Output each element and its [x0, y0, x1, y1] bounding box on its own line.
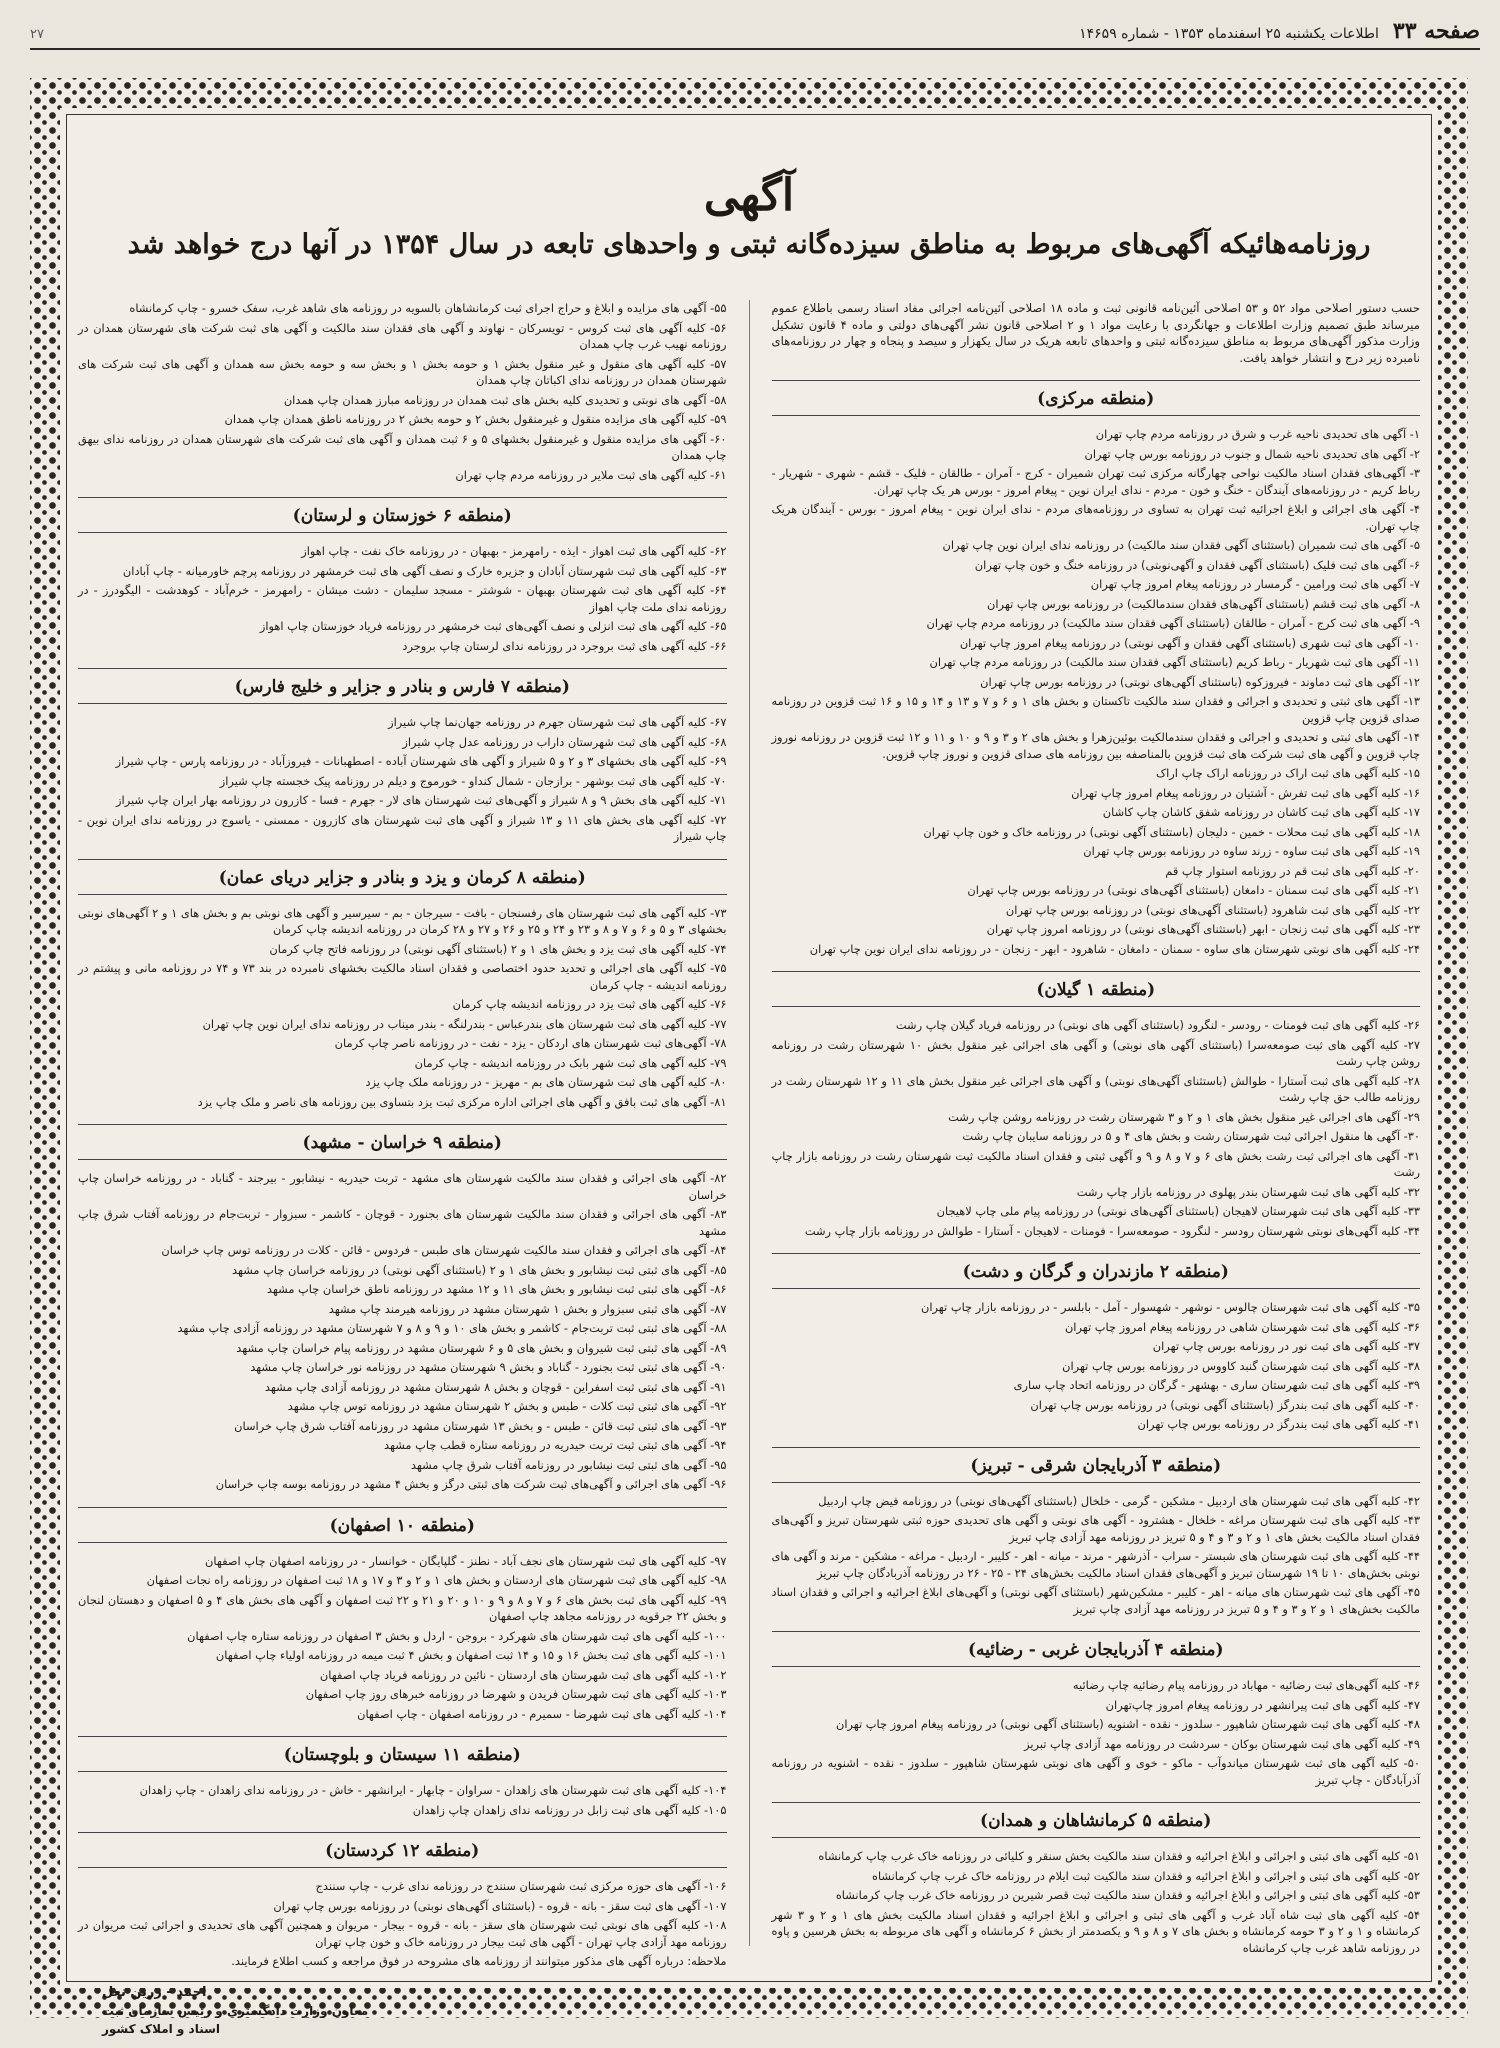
list-item: ۳۰- آگهی ها منقول اجرائی ثبت شهرستان رشت و بخش های ۴ و ۵ در روزنامه سایبان چاپ رشت	[962, 1129, 1420, 1143]
list-item: ۴۵- آگهی های ثبت شهرستان های میانه - اهر - کلیبر - مشکین‌شهر (باستثنای آگهی نوبتی) و آگهی‌های ابلاغ اجرائیه و اجرائی و فقدان اسناد مالکیت بخش‌های ۱ و ۲ و ۳ و ۴ و ۵ تبریز در روزنامه مهد آزادی چاپ تبریز	[771, 1585, 1420, 1616]
list-item: ۷۳- کلیه آگهی های ثبت شهرستان های رفسنجان - بافت - سیرجان - بم - سیرسیر و آگهی های نوبتی بم و بخش های ۱ و ۲ آگهی‌های نوبتی بخشهای ۳ و ۵ و ۶ و ۷ و ۸ و ۲۳ و ۲۴ و ۲۵ و ۲۶ و ۲۷ و ۲۸ کرمان در روزنامه اندیشه چاپ کرمان	[78, 905, 727, 936]
list-item: ۴۳- کلیه آگهی های ثبت شهرستان مراغه - خلخال - هشترود - آگهی های نوبتی و آگهی های تحدیدی حوزه ثبتی شهرستان تبریز و آگهی‌های فقدان اسناد مالکیت بخش های ۱ و ۲ و ۳ و ۴ و ۵ تبریز در روزنامه مهد آزادی چاپ تبریز	[771, 1513, 1420, 1544]
list-item: ۸۳- آگهی های اجرائی و فقدان سند مالکیت شهرستان های بجنورد - قوچان - کاشمر - سبزوار - تربت‌جام در روزنامه آفتاب شرق چاپ مشهد	[78, 1207, 727, 1238]
list-item: ۳۲- کلیه آگهی های ثبت شهرستان بندر پهلوی در روزنامه بازار چاپ رشت	[1076, 1184, 1420, 1199]
list-item: ۱۲- آگهی های ثبت دماوند - فیروزکوه (باستثنای آگهی‌های نوبتی) در روزنامه بورس چاپ تهران	[980, 674, 1420, 689]
list-item: ۲۹- آگهی های اجرائی غیر منقول بخش های ۱ و ۲ و ۳ شهرستان رشت در روزنامه روشن چاپ رشت	[948, 1109, 1420, 1124]
page-number: صفحه ۳۳	[1392, 18, 1480, 44]
list-item: ۱۰۴- کلیه آگهی های ثبت شهرضا - سمیرم - در روزنامه اصفهان - چاپ اصفهان	[357, 1706, 727, 1721]
section-items	[772, 1017, 1421, 1239]
list-item: ۶۹- کلیه آگهی های بخشهای ۳ و ۲ و ۵ شیراز و آگهی های شهرستان آباده - اصطهبانات - فیروزآباد - در روزنامه پارس - چاپ شیراز	[115, 754, 727, 768]
list-item: ۷۷- کلیه آگهی های ثبت شهرستان های بندرعباس - بندرلنگه - بندر میناب در روزنامه ندای ایران نوین چاپ تهران	[202, 1016, 727, 1031]
list-item: ۵- آگهی های ثبت شمیران (باستثنای آگهی فقدان سند مالکیت) در روزنامه ندای ایران نوین چاپ تهران	[942, 538, 1420, 552]
list-item: ۸۲- آگهی های اجرائی و فقدان سند مالکیت شهرستان های مشهد - تربت حیدریه - نیشابور - بیرجند - گناباد - در روزنامه خراسان چاپ خراسان	[78, 1171, 727, 1202]
section-items	[78, 543, 727, 654]
section-items	[78, 1553, 727, 1723]
list-item: ۱۴- آگهی های ثبتی و تحدیدی و اجرائی و فقدان سندمالکیت بوئین‌زهرا و بخش های ۲ و ۳ و ۹ و ۱۰ و ۱۱ و ۱۲ ثبت قزوین در روزنامه نوروز چاپ قزوین و آگهی های ثبت شرکت های ثبت قزوین بالمناصفه بین روزنامه های صدای قزوین و نوروز چاپ قزوین.	[771, 730, 1420, 761]
list-item: ۳۳- کلیه آگهی های ثبت شهرستان لاهیجان (باستثنای آگهی‌های نوبتی) در روزنامه پیام ملی چاپ لاهیجان	[936, 1204, 1420, 1218]
list-item: ۲۶- کلیه آگهی های ثبت فومنات - رودسر - لنگرود (باستثنای آگهی های نوبتی) در روزنامه فریاد گیلان چاپ رشت	[895, 1018, 1420, 1032]
list-item: ۷۵- کلیه آگهی های اجرائی و تحدید حدود اختصاصی و فقدان اسناد مالکیت بخشهای نامبرده در بند ۷۳ و ۷۴ در روزنامه مانی و پیشتم در روزنامه اندیشه - چاپ کرمان	[78, 961, 727, 992]
list-item: ۷۰- کلیه آگهی های ثبت بوشهر - برازجان - شمال کنداو - خورموج و دیلم در روزنامه پیک خجسته چاپ شیراز	[219, 773, 727, 788]
list-item: ۹۱- آگهی های ثبتی ثبت اسفراین - قوچان و بخش ۸ شهرستان مشهد در روزنامه آزادی چاپ مشهد	[264, 1379, 727, 1394]
list-item: ۷۱- کلیه آگهی های بخش ۹ و ۸ شیراز و آگهی‌های ثبت شهرستان های لار - جهرم - فسا - کازرون در روزنامه بهار ایران چاپ شیراز	[116, 793, 727, 807]
list-item: ۴۸- کلیه آگهی های ثبت شهرستان شاهپور - سلدوز - نقده - اشنویه (باستثنای آگهی نوبتی) در روزنامه پیغام امروز چاپ تهران	[835, 1717, 1420, 1731]
list-item: ۳۷- کلیه آگهی های ثبت نور در روزنامه بورس چاپ تهران	[1152, 1339, 1420, 1353]
section-items	[78, 905, 727, 1111]
list-item: ۱۰۵- کلیه آگهی های ثبت زابل در روزنامه ندای زاهدان چاپ زاهدان	[412, 1802, 727, 1817]
section-title: (منطقه ۶ خوزستان و لرستان)	[78, 497, 727, 533]
section-title: (منطقه ۳ آذربایجان شرقی - تبریز)	[772, 1447, 1421, 1483]
list-item: ۵۸- آگهی های نوبتی و تحدیدی کلیه بخش های ثبت همدان در روزنامه مبارز همدان چاپ همدان	[283, 392, 727, 407]
list-item: ۹۶- آگهی های اجرائی و آگهی‌های ثبت شرکت های ثبتی درگز و بخش ۴ مشهد در روزنامه بوسه چاپ خراسان	[215, 1477, 727, 1491]
list-item: ۹۰- آگهی های ثبتی ثبت بجنورد - گناباد و بخش ۹ شهرستان مشهد در روزنامه نور خراسان چاپ مشهد	[250, 1360, 727, 1374]
list-item: ۷۶- کلیه آگهی های ثبت یزد در روزنامه اندیشه چاپ کرمان	[452, 997, 727, 1011]
list-item: ۲۱- کلیه آگهی های ثبت سمنان - دامغان (باستثنای آگهی‌های نوبتی) در روزنامه بورس چاپ تهران	[967, 883, 1420, 897]
list-item: ۱۰۸- کلیه آگهی های نوبتی ثبت شهرستان های سقز - بانه - قروه - بیجار - مریوان و همچنین آگهی های تحدیدی و اجرائی ثبت مریوان در روزنامه مهد آزادی چاپ تهران - آگهی های ثبت بیجار در روزنامه خاک و خون چاپ تهران	[78, 1918, 727, 1949]
section-items	[772, 1493, 1421, 1618]
section-title: (منطقه ۱۱ سیستان و بلوچستان)	[78, 1736, 727, 1772]
list-item: ۲۷- کلیه آگهی های ثبت صومعه‌سرا (باستثنای آگهی های نوبتی) و آگهی های اجرائی غیر منقول بخش ۱۰ شهرستان رشت در روزنامه روشن چاپ رشت	[771, 1037, 1420, 1068]
list-item: ۲۴- کلیه آگهی های نوبتی شهرستان های ساوه - سمنان - دامغان - شاهرود - ابهر - زنجان - در روزنامه ندای ایران نوین چاپ تهران	[809, 941, 1420, 956]
list-item: ۱۰۲- کلیه آگهی های ثبت شهرستان های اردستان - نائین در روزنامه فریاد چاپ اصفهان	[319, 1667, 727, 1682]
ornamental-border-frame	[30, 78, 1468, 2036]
section-items	[772, 1677, 1421, 1788]
list-item: ۹۸- کلیه آگهی های ثبت شهرستان های اردستان و بخش های ۱ و ۲ و ۳ و ۱۷ و ۱۸ ثبت اصفهان در روزنامه راه نجات اصفهان	[146, 1573, 727, 1587]
list-item: ۷۴- کلیه آگهی های ثبت یزد و بخش های ۱ و ۲ (باستثنای آگهی نوبتی) در روزنامه فاتح چاپ کرمان	[269, 941, 727, 956]
list-item: ۱۰۶- آگهی های حوزه مرکزی ثبت شهرستان سنندج در روزنامه ندای غرب - چاپ سنندج	[315, 1879, 727, 1893]
list-item: ۸۰- کلیه آگهی های ثبت شهرستان های بم - مهریز - در روزنامه ملک چاپ یزد	[365, 1075, 727, 1089]
section-title: (منطقه ۱۲ کردستان)	[78, 1832, 727, 1868]
list-item: ۱۱- آگهی های ثبت شهریار - رباط کریم (باستثنای آگهی فقدان سند مالکیت) در روزنامه مردم چاپ تهران	[929, 655, 1420, 669]
list-item: ۹۴- آگهی های ثبتی ثبت تربت حیدریه در روزنامه ستاره قطب چاپ مشهد	[384, 1438, 727, 1452]
list-item: ۵۹- کلیه آگهی های مزایده منقول و غیرمنقول بخش ۲ و حومه بخش ۲ در روزنامه ناطق همدان چاپ همدان	[224, 412, 727, 426]
list-item: ۹- آگهی های ثبت کرج - آمران - طالقان (باستثنای آگهی فقدان سند مالکیت) در روزنامه مردم چاپ تهران	[926, 616, 1420, 630]
list-item: ۶۵- کلیه آگهی های ثبت انزلی و نصف آگهی‌های ثبت خرمشهر در روزنامه فریاد خوزستان چاپ اهواز	[259, 619, 727, 633]
list-item: ۲۰- کلیه آگهی های ثبت قم در روزنامه استوار چاپ قم	[1165, 863, 1420, 878]
list-item: ۴۲- کلیه آگهی های ثبت شهرستان های اردبیل - مشکین - گرمی - خلخال (باستثنای آگهی‌های نوبتی) در روزنامه فیض چاپ اردبیل	[818, 1493, 1420, 1508]
list-item: ۲۲- کلیه آگهی های ثبت شاهرود (باستثنای آگهی‌های نوبتی) در روزنامه بورس چاپ تهران	[1005, 902, 1420, 917]
folio-number: ۲۷	[30, 27, 44, 42]
section-title: (منطقه ۲ مازندران و گرگان و دشت)	[772, 1253, 1421, 1289]
list-item: ۳۹- کلیه آگهی های ثبت شهرستان ساری - بهشهر - گرگان در روزنامه اتحاد چاپ ساری	[1013, 1378, 1420, 1392]
section-items	[78, 1878, 727, 1970]
list-item: ۸۱- آگهی های ثبت بافق و آگهی های اجرائی اداره مرکزی ثبت یزد بتساوی بین روزنامه های ناصر و ملک چاپ یزد	[197, 1094, 727, 1109]
notice-subtitle: روزنامه‌هائیکه آگهی‌های مربوط به مناطق سیزده‌گانه ثبتی و واحدهای تابعه در سال ۱۳۵۴ در آنها درج خواهد شد	[127, 229, 1371, 260]
list-item: ۱۰۰- کلیه آگهی های ثبت شهرستان های شهرکرد - بروجن - اردل و بخش ۳ اصفهان در روزنامه ستاره چاپ اصفهان	[187, 1628, 727, 1643]
notice-title: آگهی	[703, 170, 795, 221]
section-title: (منطقه ۷ فارس و بنادر و جزایر و خلیج فارس)	[78, 668, 727, 704]
section-title: (منطقه ۴ آذربایجان غربی - رضائیه)	[772, 1631, 1421, 1667]
list-item: ۶۰- آگهی های مزایده منقول و غیرمنقول بخشهای ۵ و ۶ ثبت همدان و آگهی های ثبت شرکت های شهرستان همدان در روزنامه ندای بیهق چاپ همدان	[78, 431, 727, 462]
list-item: ۵۰- کلیه آگهی های ثبت شهرستان میاندوآب - ماکو - خوی و آگهی های نوبتی شهرستان شاهپور - سلدوز - نقده - اشنویه در روزنامه آذرآبادگان - چاپ تبریز	[771, 1756, 1420, 1787]
list-item: ۱۹- کلیه آگهی های ثبت ساوه - زرند ساوه در روزنامه بورس چاپ تهران	[1083, 844, 1420, 858]
list-item: ۶۶- کلیه آگهی های ثبت بروجرد در روزنامه ندای لرستان چاپ بروجرد	[402, 638, 727, 653]
list-item: ۳۶- کلیه آگهی های ثبت شهرستان شاهی در روزنامه پیغام امروز چاپ تهران	[1064, 1319, 1420, 1334]
list-item: ۶۲- کلیه آگهی های ثبت اهواز - ایذه - رامهرمز - بهبهان - در روزنامه خاک نفت - چاپ اهواز	[301, 544, 727, 558]
intro-paragraph: حسب دستور اصلاحی مواد ۵۲ و ۵۳ اصلاحی آئین‌نامه قانونی ثبت و ماده ۱۸ اصلاحی آئین‌نامه اجرائی مفاد اسناد رسمی باطلاع عموم میرساند طبق تصمیم وزارت اطلاعات و جهانگردی با رعایت مواد ۱ و ۲ اصلاحی قانون نشر آگهی‌های دولتی و ماده ۴ قانون تشکیل وزارت مذکور آگهی‌های مربوط به مناطق سیزده‌گانه ثبتی و واحد‌های تابعه هریک در سال یکهزار و سیصد و پنجاه و چهار در روزنامه‌های نامبرده زیر درج و انتشار خواهد یافت.	[771, 301, 1420, 365]
list-item: ۷۸- آگهی‌های ثبت شهرستان های اردکان - یزد - نفت - در روزنامه ناصر چاپ کرمان	[334, 1036, 727, 1050]
columns	[78, 300, 1421, 2036]
section-items	[78, 1170, 727, 1493]
left-column	[78, 300, 727, 2036]
list-item: ۶- آگهی های ثبت فلیک (باستثنای آگهی فقدان و آگهی‌نوبتی) در روزنامه خنگ و خون چاپ تهران	[974, 557, 1420, 572]
list-item: ۸- آگهی های ثبت قشم (باستثنای آگهی‌های فقدان سندمالکیت) در روزنامه بورس چاپ تهران	[987, 596, 1420, 611]
list-item: ۵۲- کلیه آگهی های ثبتی و اجرائی و ابلاغ اجرائیه و فقدان سند مالکیت ثبت ایلام در روزنامه خاک غرب چاپ کرمانشاه	[871, 1868, 1420, 1883]
list-item: ۹۳- آگهی های ثبتی ثبت قائن - طبس - و بخش ۱۳ شهرستان مشهد در روزنامه آفتاب شرق چاپ خراسان	[234, 1418, 727, 1433]
list-item: ۶۴- کلیه آگهی های ثبت شهرستان بهبهان - شوشتر - مسجد سلیمان - دشت میشان - رامهرمز - خرم‌آباد - کوهدشت - الیگودرز - در روزنامه ندای ملت چاپ اهواز	[78, 583, 727, 614]
list-item: ۸۸- آگهی های ثبتی ثبت تربت‌جام - کاشمر و بخش های ۱۰ و ۹ و ۸ و ۷ شهرستان مشهد در روزنامه آزادی چاپ مشهد	[177, 1321, 727, 1335]
section-title: (منطقه ۱۰ اصفهان)	[78, 1507, 727, 1543]
left-sections	[78, 300, 727, 1970]
list-item: ۱۰۳- کلیه آگهی های ثبت شهرستان فریدن و شهرضا در روزنامه خبرهای روز چاپ اصفهان	[305, 1687, 727, 1701]
list-item: ۷۲- کلیه آگهی های بخش های ۱۱ و ۱۳ شیراز و آگهی های ثبت شهرستان های کازرون - ممسنی - یاسوج در روزنامه ندای ایران نوین - چاپ شیراز	[78, 812, 727, 843]
list-item: ۳- آگهی‌های فقدان اسناد مالکیت نواحی چهارگانه مرکزی ثبت تهران شمیران - کرج - آمران - طالقان - فلیک - قشم - شهری - شهریار - رباط کریم - در روزنامه‌های آیندگان - خنگ و خون - مردم - ندای ایران نوین - پیغام امروز - بورس هر یک چاپ تهران.	[771, 466, 1420, 497]
list-item: ۱۳- آگهی های ثبتی و تحدیدی و اجرائی و فقدان سند مالکیت تاکستان و بخش های ۱ و ۶ و ۷ و ۱۳ و ۱۴ و ۱۵ و ۱۶ ثبت قزوین در روزنامه صدای قزوین چاپ قزوین	[771, 694, 1420, 725]
list-item: ۶۳- کلیه آگهی های ثبت شهرستان آبادان و جزیره خارک و نصف آگهی های ثبت خرمشهر در روزنامه پرچم خاورمیانه - چاپ آبادان	[122, 563, 727, 578]
list-item: ۵۷- کلیه آگهی های منقول و غیر منقول بخش ۱ و حومه بخش ۱ و بخش سه و حومه بخش سه همدان و آگهی های ثبت شرکت های شهرستان همدان در روزنامه ندای اکباتان چاپ همدان	[78, 356, 727, 387]
list-item: ۴۱- کلیه آگهی های ثبت بندرگز در روزنامه بورس چاپ تهران	[1137, 1417, 1420, 1431]
list-item: ۲۳- کلیه آگهی های ثبت زنجان - ابهر (باستثنای آگهی‌های نوبتی) در روزنامه امروز چاپ تهران	[986, 922, 1420, 936]
notice-body	[78, 120, 1421, 2036]
list-item: ۹۲- آگهی های ثبتی ثبت کلات - طبس و بخش ۲ شهرستان مشهد در روزنامه توس چاپ مشهد	[287, 1399, 727, 1413]
section-items	[78, 1782, 727, 1818]
signatory-role-2: اسناد و املاک کشور	[102, 2021, 221, 2036]
list-item: ۳۸- کلیه آگهی های ثبت شهرستان گنبد کاووس در روزنامه بورس چاپ تهران	[1062, 1358, 1420, 1373]
signature-block	[78, 1984, 727, 2038]
section-title: (منطقه ۹ خراسان - مشهد)	[78, 1124, 727, 1160]
section-title: (منطقه مرکزی)	[772, 380, 1421, 416]
list-item: ۴۷- کلیه آگهی های ثبت پیرانشهر در روزنامه پیغام امروز چاپ‌تهران	[1105, 1697, 1420, 1712]
list-item: ۸۴- آگهی های اجرائی و فقدان سند مالکیت شهرستان های طبس - فردوس - قائن - کلات در روزنامه توس چاپ خراسان	[161, 1243, 727, 1257]
list-item: ۷- آگهی های ثبت ورامین - گرمسار در روزنامه پیغام امروز چاپ تهران	[1090, 577, 1420, 591]
list-item: ۹۹- کلیه آگهی های ثبت بخش های ۶ و ۷ و ۸ و ۹ و ۱۰ و ۲۰ و ۲۱ و ۲۲ ثبت اصفهان و آگهی های بخش های ۴ و ۵ اصفهان و دهستان لنجان و بخش ۲۲ جرقویه در روزنامه مجاهد چاپ اصفهان	[78, 1592, 727, 1623]
list-item: ۴۴- کلیه آگهی های ثبت شهرستان های شبستر - سراب - آذرشهر - مرند - میانه - اهر - کلیبر - اردبیل - مراغه - مشکین - مرند و آگهی های نوبتی بخش‌های ۱۰ تا ۱۹ شهرستان تبریز و آگهی‌های فقدان اسناد مالکیت بخش‌های ۲۴ - ۲۵ - ۲۶ در روزنامه آذربادگان چاپ تبریز	[771, 1549, 1420, 1580]
list-item: ۸۶- آگهی های ثبتی ثبت نیشابور و بخش های ۱۱ و ۱۲ مشهد در روزنامه ناطق خراسان چاپ مشهد	[266, 1282, 727, 1296]
list-item: ۲- آگهی های تحدیدی ناحیه شمال و جنوب در روزنامه بورس چاپ تهران	[1084, 446, 1420, 461]
list-item: ۴۰- کلیه آگهی های ثبت بندرگز (باستثنای آگهی نوبتی) در روزنامه بورس چاپ تهران	[1030, 1397, 1420, 1412]
list-item: ۸۵- آگهی های ثبتی ثبت نیشابور و بخش های ۱ و ۲ (باستثنای آگهی نوبتی) در روزنامه خراسان چاپ مشهد	[232, 1262, 727, 1277]
section-items	[772, 1848, 1421, 1956]
list-item: ۳۴- کلیه آگهی‌های نوبتی شهرستان رودسر - لنگرود - صومعه‌سرا - فومنات - لاهیجان - آستارا - طوالش در روزنامه بازار چاپ رشت	[804, 1223, 1420, 1238]
list-item: ۱۸- کلیه آگهی های ثبت محلات - خمین - دلیجان (باستثنای آگهی نوبتی) در روزنامه خاک و خون چاپ تهران	[923, 824, 1420, 839]
list-item: ۱۵- کلیه آگهی های ثبت اراک در روزنامه اراک چاپ اراک	[1155, 766, 1420, 780]
column-divider	[749, 300, 750, 1946]
list-item: ۵۳- کلیه آگهی های ثبتی و اجرائی و ابلاغ اجرائیه و فقدان سند مالکیت ثبت قصر شیرین در روزنامه خاک غرب چاپ کرمانشاه	[835, 1888, 1420, 1902]
section-title: (منطقه ۱ گیلان)	[772, 971, 1421, 1007]
list-item: ۵۵- آگهی های مزایده و ابلاغ و حراج اجرای ثبت کرمانشاهان بالسویه در روزنامه های شاهد غرب، سفک خسرو - چاپ کرمانشاه	[129, 301, 727, 315]
list-item: ۱۰- آگهی های ثبت شهری (باستثنای آگهی فقدان و آگهی نوبتی) در روزنامه پیغام امروز چاپ تهران	[959, 635, 1420, 650]
section-items	[772, 426, 1421, 957]
list-item: ۵۱- کلیه آگهی های ثبتی و اجرائی و ابلاغ اجرائیه و فقدان سند مالکیت بخش سنقر و کلیائی در روزنامه خاک غرب چاپ کرمانشاه	[818, 1849, 1420, 1863]
signatory-name: احمد - زرین نعل	[102, 1984, 207, 2000]
section-items	[78, 300, 727, 483]
list-item: ۶۷- کلیه آگهی های ثبت شهرستان جهرم در روزنامه جهان‌نما چاپ شیراز	[388, 715, 727, 729]
list-item: ۱۰۷- آگهی های ثبت سقز - بانه - قروه - (باستثنای آگهی‌های نوبتی) در روزنامه بورس چاپ تهران	[273, 1898, 727, 1913]
list-item: ۱۰۴- کلیه آگهی های ثبت شهرستان های زاهدان - سراوان - چابهار - ایرانشهر - خاش - در روزنامه ندای زاهدان - چاپ زاهدان	[139, 1783, 727, 1797]
list-item: ۷۹- کلیه آگهی های ثبت شهر بابک در روزنامه اندیشه - چاپ کرمان	[414, 1055, 727, 1070]
list-item: ۴- آگهی های اجرائی و ابلاغ اجرائیه ثبت تهران به تساوی در روزنامه‌های مردم - ندای ایران نوین - پیغام امروز - بورس - آیندگان هریک چاپ تهران.	[771, 502, 1420, 533]
list-item: ۵۶- کلیه آگهی های ثبت کروس - تویسرکان - نهاوند و آگهی های فقدان سند مالکیت و آگهی های ثبت شرکت های شهرستان همدان در روزنامه نهیب غرب چاپ همدان	[78, 320, 727, 351]
list-item: ملاحظه: درباره آگهی های مذکور میتوانند از روزنامه های مشروحه در فوق مراجعه و کسب اطلاع فرمایند.	[231, 1954, 727, 1968]
list-item: ۳۱- آگهی های اجرائی ثبت رشت بخش های ۶ و ۷ و ۸ و ۹ و آگهی ثبتی و فقدان اسناد مالکیت ثبت شهرستان رشت در روزنامه بازار چاپ رشت	[771, 1148, 1421, 1179]
signatory-role: معاون وزارت دادگستری و رئیس سازمان ثبت	[102, 2003, 369, 2018]
notice-title-block	[78, 170, 1420, 260]
list-item: ۶۱- کلیه آگهی های ثبت ملایر در روزنامه مردم چاپ تهران	[455, 467, 727, 482]
list-item: ۵۴- کلیه آگهی های ثبت شاه آباد غرب و آگهی های ثبتی و اجرائی و ابلاغ اجرائیه و فقدان اسناد مالکیت بخش های ۱ و ۲ و ۳ شهر کرمانشاه و ۱ و ۲ و ۳ حومه کرمانشاه و بخش های ۷ و ۸ و ۹ و یکصدمتر از بخش ۶ کرمانشاه و آگهی های مربوطه به بخش هرسین و پاوه در روزنامه شاهد غرب چاپ کرمانشاه	[771, 1907, 1421, 1955]
list-item: ۲۸- کلیه آگهی های ثبت آستارا - طوالش (باستثنای آگهی‌های نوبتی) و آگهی های اجرائی غیر منقول بخش های ۱۱ و ۱۲ شهرستان رشت در روزنامه طالب حق چاپ رشت	[771, 1073, 1420, 1104]
newspaper-header	[30, 14, 1480, 50]
right-column	[771, 300, 1421, 1955]
list-item: ۳۵- کلیه آگهی های ثبت شهرستان چالوس - نوشهر - شهسوار - آمل - بابلسر - در روزنامه بازار چاپ تهران	[920, 1300, 1420, 1314]
list-item: ۱- آگهی های تحدیدی ناحیه غرب و شرق در روزنامه مردم چاپ تهران	[1095, 427, 1420, 441]
list-item: ۴۹- کلیه آگهی های ثبت شهرستان بوکان - سردشت در روزنامه مهد آزادی چاپ تبریز	[1024, 1736, 1420, 1751]
list-item: ۱۶- کلیه آگهی های ثبت تفرش - آشتیان در روزنامه پیغام امروز چاپ تهران	[1071, 785, 1420, 800]
list-item: ۱۰۱- کلیه آگهی های ثبت بخش ۱۶ و ۱۵ و ۱۴ ثبت اصفهان و بخش ۴ ثبت میمه در روزنامه اولیاء چاپ اصفهان	[215, 1648, 727, 1662]
issue-info: اطلاعات یکشنبه ۲۵ اسفندماه ۱۳۵۳ - شماره ۱۴۶۵۹	[1079, 26, 1379, 42]
section-items	[772, 1299, 1421, 1433]
list-item: ۱۷- کلیه آگهی های ثبت کاشان در روزنامه شفق کاشان چاپ کاشان	[1102, 805, 1420, 819]
list-item: ۴۶- کلیه آگهی‌های ثبت رضائیه - مهاباد در روزنامه پیام رضائیه چاپ رضائیه	[1072, 1678, 1420, 1692]
list-item: ۹۷- کلیه آگهی های ثبت شهرستان های نجف آباد - نطنز - گلپایگان - خوانسار - در روزنامه اصفهان چاپ اصفهان	[204, 1553, 727, 1568]
section-items	[78, 714, 727, 845]
section-title: (منطقه ۵ کرمانشاهان و همدان)	[772, 1802, 1421, 1838]
list-item: ۹۵- آگهی های ثبتی ثبت نیشابور در روزنامه آفتاب شرق چاپ مشهد	[410, 1457, 727, 1472]
list-item: ۶۸- کلیه آگهی های ثبت شهرستان داراب در روزنامه عدل چاپ شیراز	[402, 734, 727, 749]
list-item: ۸۹- آگهی های ثبتی ثبت شیروان و بخش های ۵ و ۶ شهرستان مشهد در روزنامه پیام خراسان چاپ مشهد	[236, 1340, 727, 1355]
list-item: ۸۷- آگهی های ثبتی سبزوار و بخش ۱ شهرستان مشهد در روزنامه هیرمند چاپ مشهد	[328, 1301, 727, 1316]
section-title: (منطقه ۸ کرمان و یزد و بنادر و جزایر دریای عمان)	[78, 859, 727, 895]
